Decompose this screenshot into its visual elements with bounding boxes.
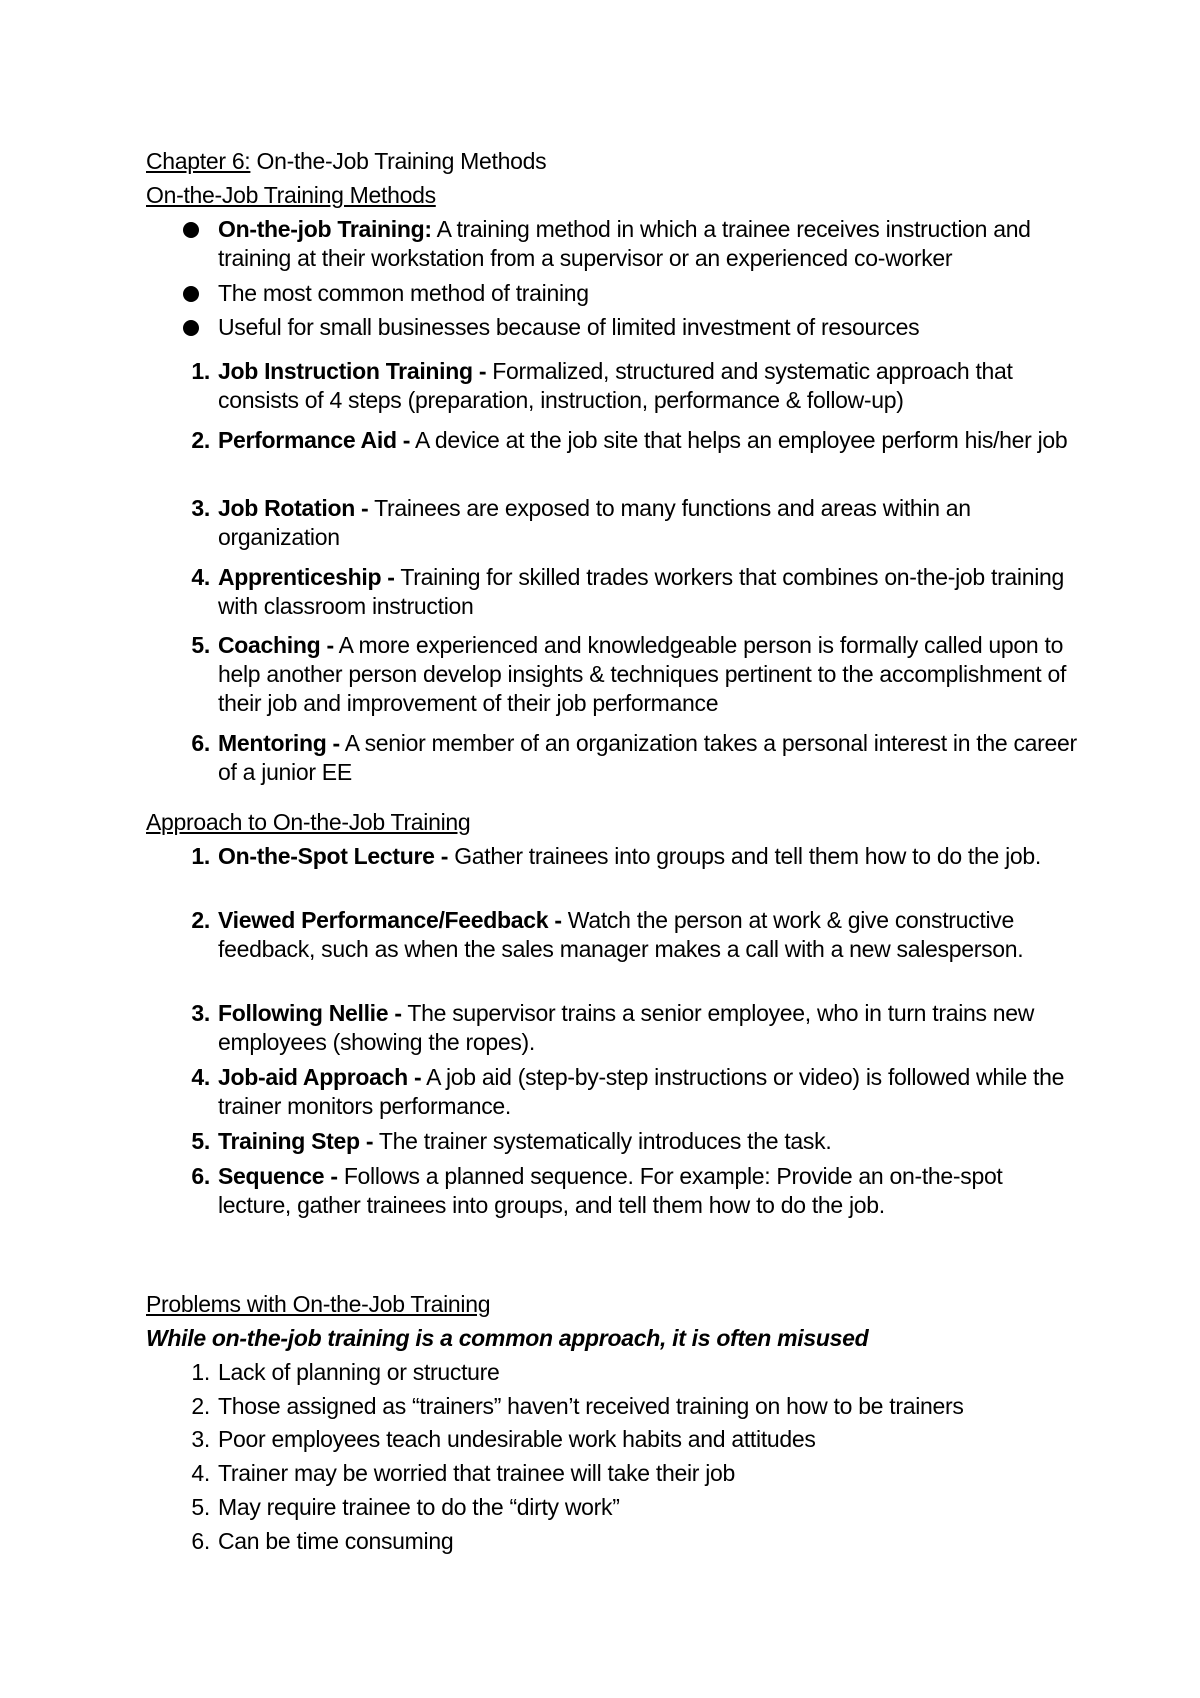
item-term: Following Nellie -	[218, 1000, 402, 1026]
problem-item	[191, 1358, 1078, 1387]
item-text: Can be time consuming	[218, 1528, 454, 1554]
item-text: Gather trainees into groups and tell them how to do the job.	[454, 843, 1041, 869]
item-text: Watch the person at work & give constructive feedback, such as when the sales manager makes a call with a new salesperson.	[218, 907, 1024, 962]
item-text: Training for skilled trades workers that combines on-the-job training with classroom instruction	[218, 564, 1065, 619]
item-number: 5.	[191, 632, 210, 658]
item-text: A device at the job site that helps an employee perform his/her job	[414, 427, 1068, 453]
bullet-text: Useful for small businesses because of limited investment of resources	[218, 314, 920, 340]
method-item	[191, 563, 1078, 621]
item-number: 1.	[191, 843, 210, 869]
item-number: 4.	[191, 1064, 210, 1090]
bullet-item	[218, 279, 1078, 308]
approach-item	[191, 842, 1078, 871]
item-number: 2.	[191, 907, 210, 933]
chapter-title	[146, 147, 546, 176]
item-term: Job Rotation -	[218, 495, 369, 521]
item-text: Follows a planned sequence. For example: Provide an on-the-spot lecture, gather trainees into groups, and tell them how to do the job.	[218, 1163, 1003, 1218]
item-text: A job aid (step-by-step instructions or video) is followed while the trainer monitors performance.	[218, 1064, 1065, 1119]
item-number: 3.	[191, 495, 210, 521]
problems-subheading: While on-the-job training is a common approach, it is often misused	[146, 1325, 869, 1351]
item-number: 2.	[191, 427, 210, 453]
problem-item	[191, 1527, 1078, 1556]
approach-item	[191, 1162, 1078, 1220]
item-number: 3.	[191, 1000, 210, 1026]
bullet-text: The most common method of training	[218, 280, 589, 306]
item-number: 1.	[191, 1359, 210, 1385]
approach-item	[191, 1063, 1078, 1121]
problem-item	[191, 1392, 1078, 1421]
method-item	[191, 494, 1078, 552]
item-term: Viewed Performance/Feedback -	[218, 907, 562, 933]
item-number: 5.	[191, 1128, 210, 1154]
item-text: The supervisor trains a senior employee, who in turn trains new employees (showing the ropes).	[218, 1000, 1035, 1055]
item-text: Trainees are exposed to many functions and areas within an organization	[218, 495, 971, 550]
bullet-text: A training method in which a trainee receives instruction and training at their workstation from a supervisor or an experienced co-worker	[218, 216, 1031, 271]
item-text: Formalized, structured and systematic approach that consists of 4 steps (preparation, instruction, performance & follow-up)	[218, 358, 1013, 413]
item-term: Sequence -	[218, 1163, 338, 1189]
chapter-title-text: On-the-Job Training Methods	[256, 148, 547, 174]
item-term: Mentoring -	[218, 730, 340, 756]
method-item	[191, 426, 1078, 455]
bullet-dot	[183, 222, 199, 238]
problem-item	[191, 1459, 1078, 1488]
bullet-item	[218, 215, 1078, 273]
item-text: May require trainee to do the “dirty work”	[218, 1494, 620, 1520]
item-text: Poor employees teach undesirable work habits and attitudes	[218, 1426, 816, 1452]
approach-heading: Approach to On-the-Job Training	[146, 809, 471, 835]
problem-item	[191, 1493, 1078, 1522]
method-item	[191, 631, 1078, 718]
item-text: Lack of planning or structure	[218, 1359, 500, 1385]
item-text: A more experienced and knowledgeable person is formally called upon to help another person develop insights & techniques pertinent to the accomplishment of their job and improvement of their job performance	[218, 632, 1067, 716]
item-term: Coaching -	[218, 632, 334, 658]
approach-item	[191, 906, 1078, 964]
approach-item	[191, 999, 1078, 1057]
method-item	[191, 729, 1078, 787]
item-number: 2.	[191, 1393, 210, 1419]
item-number: 3.	[191, 1426, 210, 1452]
item-number: 1.	[191, 358, 210, 384]
problems-heading: Problems with On-the-Job Training	[146, 1291, 491, 1317]
item-term: Performance Aid -	[218, 427, 411, 453]
item-number: 6.	[191, 1163, 210, 1189]
item-number: 4.	[191, 564, 210, 590]
item-term: Training Step -	[218, 1128, 374, 1154]
bullet-dot	[183, 320, 199, 336]
item-number: 4.	[191, 1460, 210, 1486]
problem-item	[191, 1425, 1078, 1454]
bullet-dot	[183, 286, 199, 302]
item-text: A senior member of an organization takes a personal interest in the career of a junior EE	[218, 730, 1077, 785]
bullet-item	[218, 313, 1078, 342]
methods-heading: On-the-Job Training Methods	[146, 182, 436, 208]
item-text: Those assigned as “trainers” haven’t received training on how to be trainers	[218, 1393, 964, 1419]
item-term: On-the-Spot Lecture -	[218, 843, 449, 869]
approach-item	[191, 1127, 1078, 1156]
item-term: Job-aid Approach -	[218, 1064, 422, 1090]
chapter-label: Chapter 6:	[146, 148, 251, 174]
item-text: The trainer systematically introduces the task.	[378, 1128, 832, 1154]
bullet-term: On-the-job Training:	[218, 216, 432, 242]
item-number: 6.	[191, 730, 210, 756]
item-number: 5.	[191, 1494, 210, 1520]
item-term: Apprenticeship -	[218, 564, 395, 590]
item-term: Job Instruction Training -	[218, 358, 487, 384]
item-text: Trainer may be worried that trainee will take their job	[218, 1460, 735, 1486]
item-number: 6.	[191, 1528, 210, 1554]
method-item	[191, 357, 1078, 415]
